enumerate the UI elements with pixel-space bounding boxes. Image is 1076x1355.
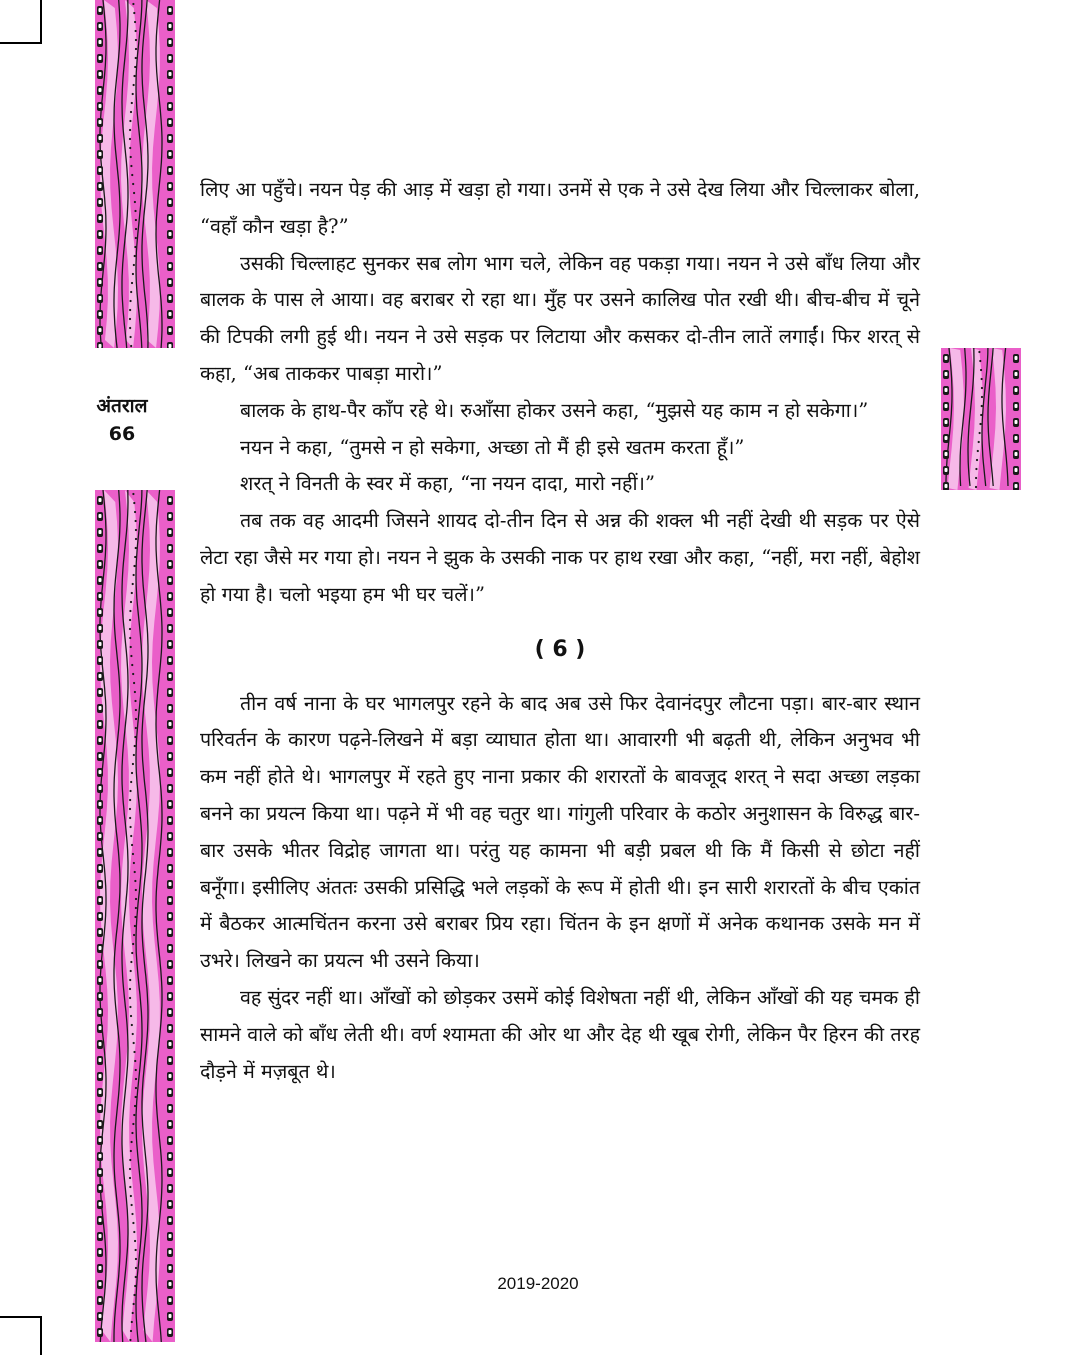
paragraph: वह सुंदर नहीं था। आँखों को छोड़कर उसमें कोई विशेषता नहीं थी, लेकिन आँखों की यह चमक ही सामने वाले को बाँध लेती थी। वर्ण श्यामता की ओर था और देह थी खूब रोगी, लेकिन पैर हिरन की तरह दौड़ने में मज़बूत थे। bbox=[200, 985, 920, 1083]
decorative-strip-bottom-left bbox=[95, 490, 175, 1342]
book-page-label bbox=[82, 392, 162, 448]
decorative-strip-top-left bbox=[95, 0, 175, 348]
paragraph: तब तक वह आदमी जिसने शायद दो-तीन दिन से अन्न की शक्ल भी नहीं देखी थी सड़क पर ऐसे लेटा रहा जैसे मर गया हो। नयन ने झुक के उसकी नाक पर हाथ रखा और कहा, “नहीं, मरा नहीं, बेहोश हो गया है। चलो भइया हम भी घर चलें।” bbox=[200, 509, 920, 606]
paragraph: बालक के हाथ-पैर काँप रहे थे। रुआँसा होकर उसने कहा, “मुझसे यह काम न हो सकेगा।” bbox=[240, 398, 869, 422]
paragraph: उसकी चिल्लाहट सुनकर सब लोग भाग चले, लेकिन वह पकड़ा गया। नयन ने उसे बाँध लिया और बालक के पास ले आया। वह बराबर रो रहा था। मुँह पर उसने कालिख पोत रखी थी। बीच-बीच में चूने की टिपकी लगी हुई थी। नयन ने उसे सड़क पर लिटाया और कसकर दो-तीन लातें लगाईं। फिर शरत् से कहा, “अब ताककर पाबड़ा मारो।” bbox=[200, 251, 920, 385]
body-text bbox=[200, 172, 920, 1090]
paragraph: नयन ने कहा, “तुमसे न हो सकेगा, अच्छा तो मैं ही इसे खतम करता हूँ।” bbox=[240, 435, 745, 459]
crop-mark-top-left-vertical bbox=[40, 0, 42, 44]
paragraph: शरत् ने विनती के स्वर में कहा, “ना नयन दादा, मारो नहीं।” bbox=[240, 472, 655, 496]
decorative-strip-right bbox=[941, 348, 1021, 490]
paragraph: लिए आ पहुँचे। नयन पेड़ की आड़ में खड़ा हो गया। उनमें से एक ने उसे देख लिया और चिल्लाकर बोला, “वहाँ कौन खड़ा है?” bbox=[200, 178, 920, 238]
section-heading: ( 6 ) bbox=[534, 636, 586, 662]
paragraphs-before-section bbox=[200, 172, 920, 614]
book-name: अंतराल bbox=[96, 395, 148, 417]
crop-mark-bottom-left-vertical bbox=[40, 1316, 42, 1355]
paragraph: तीन वर्ष नाना के घर भागलपुर रहने के बाद अब उसे फिर देवानंदपुर लौटना पड़ा। बार-बार स्थान परिवर्तन के कारण पढ़ने-लिखने में बड़ा व्याघात होता था। आवारगी भी बढ़ती थी, लेकिन अनुभव भी कम नहीं होते थे। भागलपुर में रहते हुए नाना प्रकार की शरारतों के बावजूद शरत् ने सदा अच्छा लड़का बनने का प्रयत्न किया था। पढ़ने में भी वह चतुर था। गांगुली परिवार के कठोर अनुशासन के विरुद्ध बार-बार उसके भीतर विद्रोह जागता था। परंतु यह कामना भी बड़ी प्रबल थी कि मैं किसी से छोटा नहीं बनूँगा। इसीलिए अंततः उसकी प्रसिद्धि भले लड़कों के रूप में होती थी। इन सारी शरारतों के बीच एकांत में बैठकर आत्मचिंतन करना उसे बराबर प्रिय रहा। चिंतन के इन क्षणों में अनेक कथानक उसके मन में उभरे। लिखने का प्रयत्न भी उसने किया। bbox=[200, 691, 920, 973]
footer-year: 2019-2020 bbox=[497, 1274, 579, 1293]
crop-mark-bottom-left-horizontal bbox=[0, 1316, 42, 1318]
crop-mark-top-left-horizontal bbox=[0, 42, 42, 44]
page-number: 66 bbox=[108, 423, 136, 445]
paragraphs-after-section bbox=[200, 686, 920, 1091]
